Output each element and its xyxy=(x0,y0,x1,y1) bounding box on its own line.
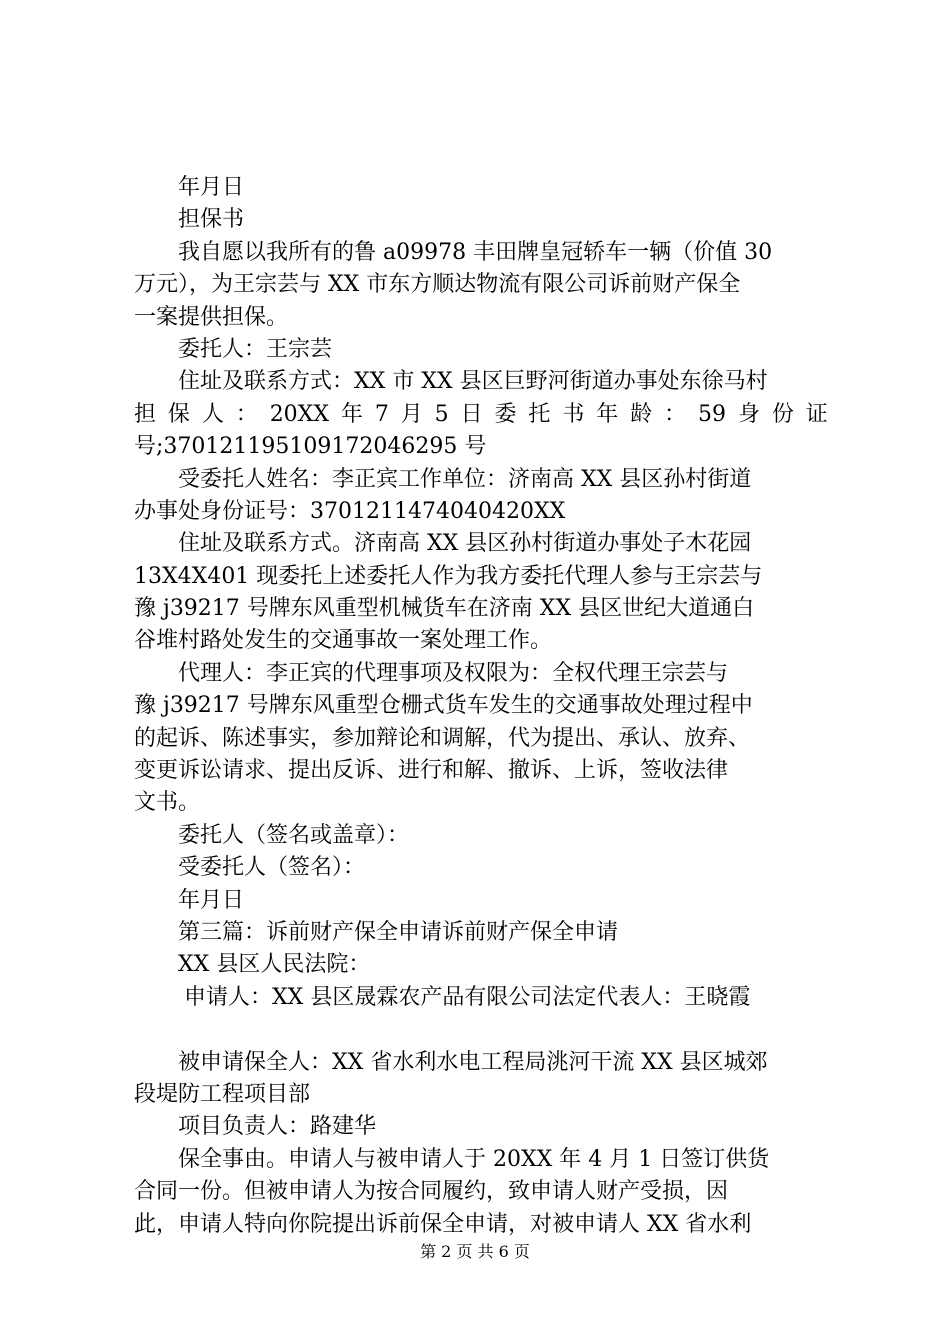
signature-line: 委托人（签名或盖章）： xyxy=(178,822,410,848)
paragraph-line: 的起诉、陈述事实，参加辩论和调解，代为提出、承认、放弃、 xyxy=(134,725,751,751)
text-token: 日 xyxy=(460,401,483,427)
paragraph-line: 代理人：李正宾的代理事项及权限为：全权代理王宗芸与 xyxy=(178,660,729,686)
text-token: 月 xyxy=(400,401,423,427)
paragraph-line: 保全事由。申请人与被申请人于 20XX 年 4 月 1 日签订供货 xyxy=(178,1146,770,1172)
applicant-line: 申请人：XX 县区晟霖农产品有限公司法定代表人：王晓霞 xyxy=(184,984,751,1010)
paragraph-line: 项目负责人：路建华 xyxy=(178,1114,377,1140)
paragraph-line: 我自愿以我所有的鲁 a09978 丰田牌皇冠轿车一辆（价值 30 xyxy=(178,239,773,265)
paragraph-line: 万元），为王宗芸与 XX 市东方顺达物流有限公司诉前财产保全 xyxy=(134,272,741,298)
paragraph-line: 豫 j39217 号牌东风重型机械货车在济南 XX 县区世纪大道通白 xyxy=(134,596,755,622)
paragraph-line: 被申请保全人：XX 省水利水电工程局洮河干流 XX 县区城郊 xyxy=(178,1049,768,1075)
text-token: 书 xyxy=(562,401,585,427)
text-token: 证 xyxy=(805,401,828,427)
text-token: 龄 xyxy=(630,401,653,427)
text-token: 20XX xyxy=(269,401,330,427)
guarantee-title: 担保书 xyxy=(178,207,245,233)
paragraph-line: 住址及联系方式：XX 市 XX 县区巨野河街道办事处东徐马村 xyxy=(178,369,768,395)
paragraph-line: 文书。 xyxy=(134,790,201,816)
paragraph-line: 豫 j39217 号牌东风重型仓栅式货车发生的交通事故处理过程中 xyxy=(134,693,753,719)
paragraph-line: 段堤防工程项目部 xyxy=(134,1081,311,1107)
page-footer xyxy=(0,1242,950,1262)
text-token: 年 xyxy=(340,401,363,427)
date-line: 年月日 xyxy=(178,175,245,200)
text-token: 人 xyxy=(201,401,224,427)
paragraph-line: 此，申请人特向你院提出诉前保全申请，对被申请人 XX 省水利 xyxy=(134,1211,752,1237)
text-token: 7 xyxy=(374,401,389,427)
text-token: 委 xyxy=(494,401,517,427)
text-token: 年 xyxy=(596,401,619,427)
text-token: 份 xyxy=(771,401,794,427)
paragraph-line: 变更诉讼请求、提出反诉、进行和解、撤诉、上诉，签收法律 xyxy=(134,758,729,784)
paragraph-line: 委托人：王宗芸 xyxy=(178,336,333,362)
paragraph-line: 受委托人姓名：李正宾工作单位：济南高 XX 县区孙村街道 xyxy=(178,466,752,492)
paragraph-line: 号;370121195109172046295 号 xyxy=(134,434,487,460)
text-token: 59 xyxy=(698,401,727,427)
text-token: 托 xyxy=(528,401,551,427)
paragraph-line: 合同一份。但被申请人为按合同履约，致申请人财产受损，因 xyxy=(134,1179,729,1205)
paragraph-line: 住址及联系方式。济南高 XX 县区孙村街道办事处子木花园 xyxy=(178,531,752,557)
paragraph-line: 一案提供担保。 xyxy=(134,304,289,330)
text-token: 身 xyxy=(737,401,760,427)
text-token: 5 xyxy=(434,401,449,427)
document-body xyxy=(134,172,828,1241)
text-token: 保 xyxy=(167,401,190,427)
date-line: 年月日 xyxy=(178,887,245,913)
blank-line xyxy=(134,1014,828,1046)
paragraph-line: 谷堆村路处发生的交通事故一案处理工作。 xyxy=(134,628,553,654)
paragraph-line: 办事处身份证号：3701211474040420XX xyxy=(134,498,566,524)
text-token: ： xyxy=(664,401,687,427)
page-number: 第 2 页 共 6 页 xyxy=(420,1242,530,1261)
paragraph-line: 13X4X401 现委托上述委托人作为我方委托代理人参与王宗芸与 xyxy=(134,563,763,589)
signature-line: 受委托人（签名）： xyxy=(178,855,366,881)
court-addressee: XX 县区人民法院： xyxy=(178,952,371,978)
text-token: ： xyxy=(235,401,258,427)
justified-paragraph-line xyxy=(134,399,828,431)
section-heading: 第三篇：诉前财产保全申请诉前财产保全申请 xyxy=(178,919,619,945)
text-token: 担 xyxy=(134,401,157,427)
